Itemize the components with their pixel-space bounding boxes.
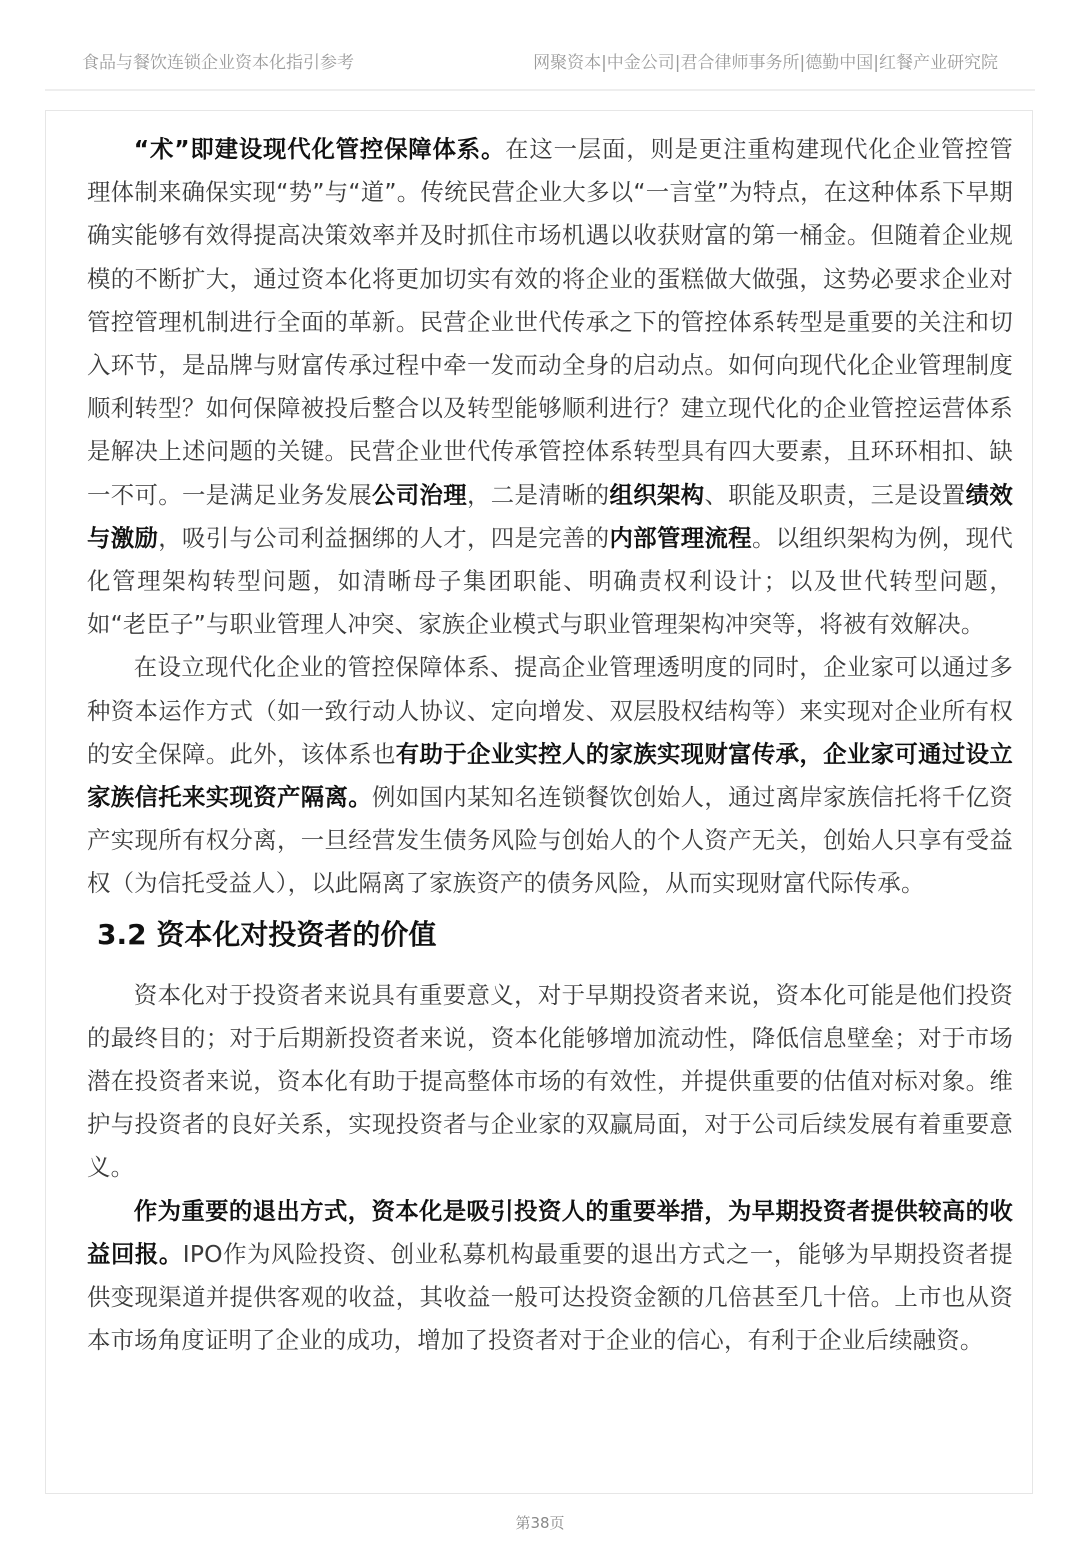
paragraph: [87, 646, 1013, 905]
bold-text: 公司治理: [371, 480, 467, 509]
bold-text: 绩效与激励: [87, 480, 1014, 552]
text-run: ，吸引与公司利益捆绑的人才，四是完善的: [158, 523, 610, 552]
bold-text: 3.2 资本化对投资者的价值: [97, 917, 437, 951]
text-run: 资本化对于投资者来说具有重要意义，对于早期投资者来说，资本化可能是他们投资的最终目的；对于后期新投资者来说，资本化能够增加流动性，降低信息壁垒；对于市场潜在投资者来说，资本化有助于提高整体市场的有效性，并提供重要的估值对标对象。维护与投资者的良好关系，实现投资者与企业家的双赢局面，对于公司后续发展有着重要意义。: [87, 980, 1013, 1182]
paragraph: [87, 128, 1013, 646]
header-divider: [45, 89, 1035, 91]
bold-text: 有助于企业实控人的家族实现财富传承，企业家可通过设立家族信托来实现资产隔离。: [87, 739, 1013, 812]
bold-text: 组织架构: [609, 480, 705, 509]
text-run: 。以组织架构为例，现代化管理架构转型问题，如清晰母子集团职能、明确责权利设计；以及世代转型问题，如“老臣子”与职业管理人冲突、家族企业模式与职业管理架构冲突等，将被有效解决。: [87, 523, 1013, 639]
text-run: 在这一层面，则是更注重构建现代化企业管控管理体制来确保实现“势”与“道”。传统民营企业大多以“一言堂”为特点，在这种体系下早期确实能够有效得提高决策效率并及时抓住市场机遇以收获财富的第一桶金。但随着企业规模的不断扩大，通过资本化将更加切实有效的将企业的蛋糕做大做强，这势必要求企业对管控管理机制进行全面的革新。民营企业世代传承之下的管控体系转型是重要的关注和切入环节，是品牌与财富传承过程中牵一发而动全身的启动点。如何向现代化企业管理制度顺利转型？如何保障被投后整合以及转型能够顺利进行？建立现代化的企业管控运营体系是解决上述问题的关键。民营企业世代传承管控体系转型具有四大要素，且环环相扣、缺一不可。一是满足业务发展: [87, 135, 1013, 509]
text-run: 例如国内某知名连锁餐饮创始人，通过离岸家族信托将千亿资产实现所有权分离，一旦经营发生债务风险与创始人的个人资产无关，创始人只享有受益权（为信托受益人），以此隔离了家族资产的债务风险，从而实现财富代际传承。: [87, 783, 1013, 898]
page-number: 第38页: [515, 1514, 565, 1532]
text-run: IPO作为风险投资、创业私募机构最重要的退出方式之一，能够为早期投资者提供变现渠道并提供客观的收益，其收益一般可达投资金额的几倍甚至几十倍。上市也从资本市场角度证明了企业的成功，增加了投资者对于企业的信心，有利于企业后续融资。: [87, 1239, 1013, 1355]
text-run: 在设立现代化企业的管控保障体系、提高企业管理透明度的同时，企业家可以通过多种资本运作方式（如一致行动人协议、定向增发、双层股权结构等）来实现对企业所有权的安全保障。此外，该体系也: [87, 653, 1013, 768]
bold-text: 内部管理流程: [609, 523, 752, 552]
text-run: ，二是清晰的: [466, 480, 610, 509]
page-content: [87, 128, 1013, 1362]
paragraph: [87, 1190, 1013, 1363]
text-run: 、职能及职责，三是设置: [704, 480, 966, 509]
document-title-header: 食品与餐饮连锁企业资本化指引参考: [82, 53, 354, 73]
bold-text: “术”即建设现代化管控保障体系。: [133, 135, 506, 163]
publishers-header: 网聚资本|中金公司|君合律师事务所|德勤中国|红餐产业研究院: [533, 53, 998, 73]
paragraph: [87, 974, 1013, 1190]
bold-text: 作为重要的退出方式，资本化是吸引投资人的重要举措，为早期投资者提供较高的收益回报。: [87, 1196, 1013, 1268]
section-heading: [97, 910, 1013, 960]
